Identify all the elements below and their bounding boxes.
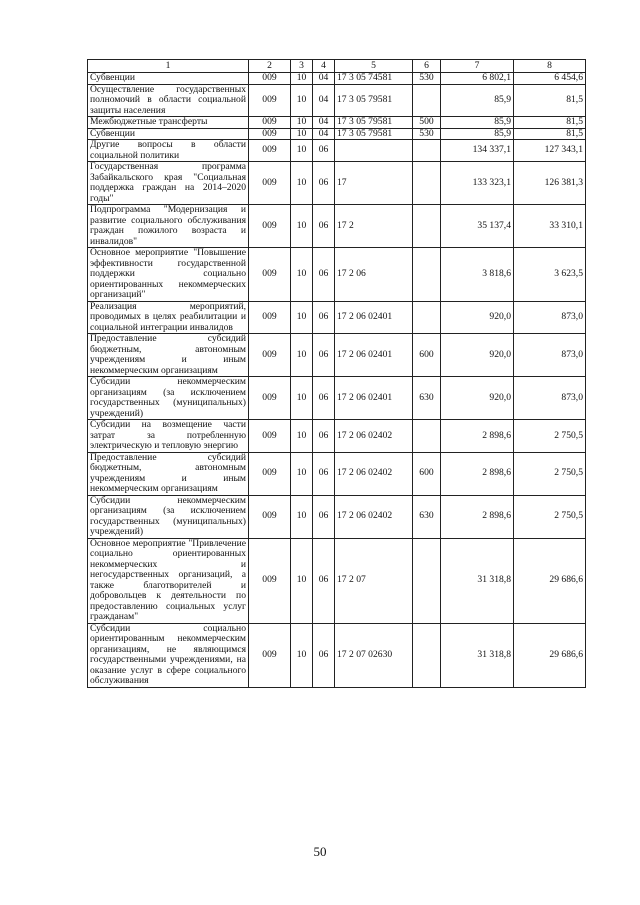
table-row — [88, 162, 586, 205]
subsection-code-cell: 10 — [291, 301, 313, 334]
expense-type-cell — [413, 140, 441, 162]
amount-col8-cell: 29 686,6 — [514, 623, 586, 687]
target-code-cell: 17 2 06 02401 — [335, 377, 413, 420]
target-code-cell: 17 2 — [335, 205, 413, 248]
header-row — [88, 60, 586, 73]
section-code-cell: 009 — [249, 162, 291, 205]
table-row — [88, 205, 586, 248]
subsection-code-cell: 10 — [291, 452, 313, 495]
subsection-code-cell: 10 — [291, 334, 313, 377]
table-row — [88, 248, 586, 302]
table-row — [88, 128, 586, 140]
table-row — [88, 420, 586, 453]
amount-col7-cell: 2 898,6 — [441, 420, 514, 453]
row-name-cell: Субсидии некоммерческим организациям (за исключением государственных (муниципальных) учреждений) — [88, 377, 249, 420]
header-col-1: 1 — [88, 60, 249, 73]
table-row — [88, 140, 586, 162]
amount-col8-cell: 3 623,5 — [514, 248, 586, 302]
section-code-cell: 009 — [249, 73, 291, 85]
section-code-cell: 009 — [249, 140, 291, 162]
amount-col8-cell: 127 343,1 — [514, 140, 586, 162]
amount-col8-cell: 873,0 — [514, 334, 586, 377]
subsection2-code-cell: 06 — [313, 205, 335, 248]
table-row — [88, 452, 586, 495]
expense-type-cell: 600 — [413, 334, 441, 377]
target-code-cell: 17 3 05 79581 — [335, 117, 413, 129]
amount-col7-cell: 31 318,8 — [441, 623, 514, 687]
subsection-code-cell: 10 — [291, 495, 313, 538]
table-row — [88, 73, 586, 85]
subsection2-code-cell: 06 — [313, 301, 335, 334]
row-name-cell: Субвенции — [88, 73, 249, 85]
row-name-cell: Предоставление субсидий бюджетным, автономным учреждениям и иным некоммерческим организациям — [88, 334, 249, 377]
subsection2-code-cell: 06 — [313, 452, 335, 495]
subsection2-code-cell: 04 — [313, 73, 335, 85]
expense-type-cell — [413, 420, 441, 453]
expense-type-cell: 630 — [413, 495, 441, 538]
section-code-cell: 009 — [249, 452, 291, 495]
section-code-cell: 009 — [249, 495, 291, 538]
section-code-cell: 009 — [249, 538, 291, 623]
subsection-code-cell: 10 — [291, 205, 313, 248]
amount-col7-cell: 2 898,6 — [441, 495, 514, 538]
section-code-cell: 009 — [249, 128, 291, 140]
expense-type-cell — [413, 301, 441, 334]
section-code-cell: 009 — [249, 377, 291, 420]
header-col-4: 4 — [313, 60, 335, 73]
amount-col8-cell: 81,5 — [514, 84, 586, 117]
target-code-cell: 17 3 05 79581 — [335, 84, 413, 117]
subsection2-code-cell: 06 — [313, 420, 335, 453]
target-code-cell: 17 3 05 74581 — [335, 73, 413, 85]
section-code-cell: 009 — [249, 248, 291, 302]
budget-table — [87, 59, 586, 688]
row-name-cell: Осуществление государственных полномочий в области социальной защиты населения — [88, 84, 249, 117]
table-row — [88, 538, 586, 623]
amount-col7-cell: 920,0 — [441, 301, 514, 334]
subsection2-code-cell: 04 — [313, 84, 335, 117]
amount-col7-cell: 2 898,6 — [441, 452, 514, 495]
row-name-cell: Основное мероприятие "Привлечение социально ориентированных некоммерческих и негосударственных организаций, а также благотворителей и добровольцев к деятельности по предоставлению социальных услуг гражданам" — [88, 538, 249, 623]
amount-col8-cell: 81,5 — [514, 128, 586, 140]
expense-type-cell — [413, 205, 441, 248]
target-code-cell: 17 3 05 79581 — [335, 128, 413, 140]
amount-col8-cell: 29 686,6 — [514, 538, 586, 623]
expense-type-cell — [413, 623, 441, 687]
target-code-cell: 17 2 07 02630 — [335, 623, 413, 687]
subsection2-code-cell: 04 — [313, 128, 335, 140]
amount-col8-cell: 2 750,5 — [514, 452, 586, 495]
subsection2-code-cell: 06 — [313, 623, 335, 687]
header-col-7: 7 — [441, 60, 514, 73]
amount-col7-cell: 920,0 — [441, 377, 514, 420]
amount-col7-cell: 3 818,6 — [441, 248, 514, 302]
table-row — [88, 301, 586, 334]
amount-col7-cell: 31 318,8 — [441, 538, 514, 623]
section-code-cell: 009 — [249, 334, 291, 377]
amount-col8-cell: 81,5 — [514, 117, 586, 129]
table-row — [88, 377, 586, 420]
amount-col7-cell: 920,0 — [441, 334, 514, 377]
subsection-code-cell: 10 — [291, 117, 313, 129]
subsection2-code-cell: 06 — [313, 248, 335, 302]
subsection-code-cell: 10 — [291, 420, 313, 453]
table-row — [88, 334, 586, 377]
page-number: 50 — [313, 844, 327, 859]
subsection-code-cell: 10 — [291, 140, 313, 162]
section-code-cell: 009 — [249, 623, 291, 687]
amount-col8-cell: 873,0 — [514, 377, 586, 420]
section-code-cell: 009 — [249, 84, 291, 117]
target-code-cell: 17 2 07 — [335, 538, 413, 623]
target-code-cell — [335, 140, 413, 162]
header-col-6: 6 — [413, 60, 441, 73]
subsection2-code-cell: 04 — [313, 117, 335, 129]
amount-col8-cell: 6 454,6 — [514, 73, 586, 85]
target-code-cell: 17 2 06 02402 — [335, 420, 413, 453]
section-code-cell: 009 — [249, 420, 291, 453]
amount-col7-cell: 133 323,1 — [441, 162, 514, 205]
expense-type-cell: 630 — [413, 377, 441, 420]
subsection2-code-cell: 06 — [313, 538, 335, 623]
amount-col8-cell: 2 750,5 — [514, 420, 586, 453]
row-name-cell: Субсидии социально ориентированным некоммерческим организациям, не являющимся государственными учреждениями, на оказание услуг в сфере социального обслуживания — [88, 623, 249, 687]
subsection2-code-cell: 06 — [313, 162, 335, 205]
subsection-code-cell: 10 — [291, 248, 313, 302]
row-name-cell: Другие вопросы в области социальной политики — [88, 140, 249, 162]
table-row — [88, 117, 586, 129]
table-row — [88, 623, 586, 687]
subsection-code-cell: 10 — [291, 73, 313, 85]
target-code-cell: 17 2 06 02401 — [335, 301, 413, 334]
amount-col7-cell: 85,9 — [441, 128, 514, 140]
row-name-cell: Подпрограмма "Модернизация и развитие социального обслуживания граждан пожилого возраста и инвалидов" — [88, 205, 249, 248]
expense-type-cell — [413, 538, 441, 623]
subsection2-code-cell: 06 — [313, 140, 335, 162]
target-code-cell: 17 — [335, 162, 413, 205]
target-code-cell: 17 2 06 02402 — [335, 495, 413, 538]
section-code-cell: 009 — [249, 117, 291, 129]
subsection-code-cell: 10 — [291, 162, 313, 205]
target-code-cell: 17 2 06 — [335, 248, 413, 302]
table-row — [88, 84, 586, 117]
section-code-cell: 009 — [249, 205, 291, 248]
expense-type-cell: 500 — [413, 117, 441, 129]
row-name-cell: Межбюджетные трансферты — [88, 117, 249, 129]
subsection-code-cell: 10 — [291, 128, 313, 140]
header-col-2: 2 — [249, 60, 291, 73]
row-name-cell: Субсидии некоммерческим организациям (за исключением государственных (муниципальных) учреждений) — [88, 495, 249, 538]
row-name-cell: Государственная программа Забайкальского края "Социальная поддержка граждан на 2014–2020 годы" — [88, 162, 249, 205]
target-code-cell: 17 2 06 02401 — [335, 334, 413, 377]
expense-type-cell — [413, 162, 441, 205]
amount-col7-cell: 35 137,4 — [441, 205, 514, 248]
target-code-cell: 17 2 06 02402 — [335, 452, 413, 495]
amount-col7-cell: 85,9 — [441, 84, 514, 117]
row-name-cell: Субвенции — [88, 128, 249, 140]
amount-col8-cell: 33 310,1 — [514, 205, 586, 248]
amount-col8-cell: 873,0 — [514, 301, 586, 334]
subsection-code-cell: 10 — [291, 377, 313, 420]
table-row — [88, 495, 586, 538]
expense-type-cell: 530 — [413, 73, 441, 85]
expense-type-cell — [413, 248, 441, 302]
amount-col7-cell: 134 337,1 — [441, 140, 514, 162]
subsection-code-cell: 10 — [291, 538, 313, 623]
subsection2-code-cell: 06 — [313, 377, 335, 420]
row-name-cell: Реализация мероприятий, проводимых в целях реабилитации и социальной интеграции инвалидов — [88, 301, 249, 334]
amount-col8-cell: 126 381,3 — [514, 162, 586, 205]
expense-type-cell — [413, 84, 441, 117]
section-code-cell: 009 — [249, 301, 291, 334]
subsection2-code-cell: 06 — [313, 495, 335, 538]
amount-col7-cell: 85,9 — [441, 117, 514, 129]
row-name-cell: Предоставление субсидий бюджетным, автономным учреждениям и иным некоммерческим организациям — [88, 452, 249, 495]
header-col-5: 5 — [335, 60, 413, 73]
row-name-cell: Субсидии на возмещение части затрат за потребленную электрическую и тепловую энергию — [88, 420, 249, 453]
subsection2-code-cell: 06 — [313, 334, 335, 377]
amount-col8-cell: 2 750,5 — [514, 495, 586, 538]
header-col-3: 3 — [291, 60, 313, 73]
row-name-cell: Основное мероприятие "Повышение эффективности государственной поддержки социально ориентированных некоммерческих организаций" — [88, 248, 249, 302]
subsection-code-cell: 10 — [291, 623, 313, 687]
expense-type-cell: 600 — [413, 452, 441, 495]
expense-type-cell: 530 — [413, 128, 441, 140]
amount-col7-cell: 6 802,1 — [441, 73, 514, 85]
subsection-code-cell: 10 — [291, 84, 313, 117]
header-col-8: 8 — [514, 60, 586, 73]
